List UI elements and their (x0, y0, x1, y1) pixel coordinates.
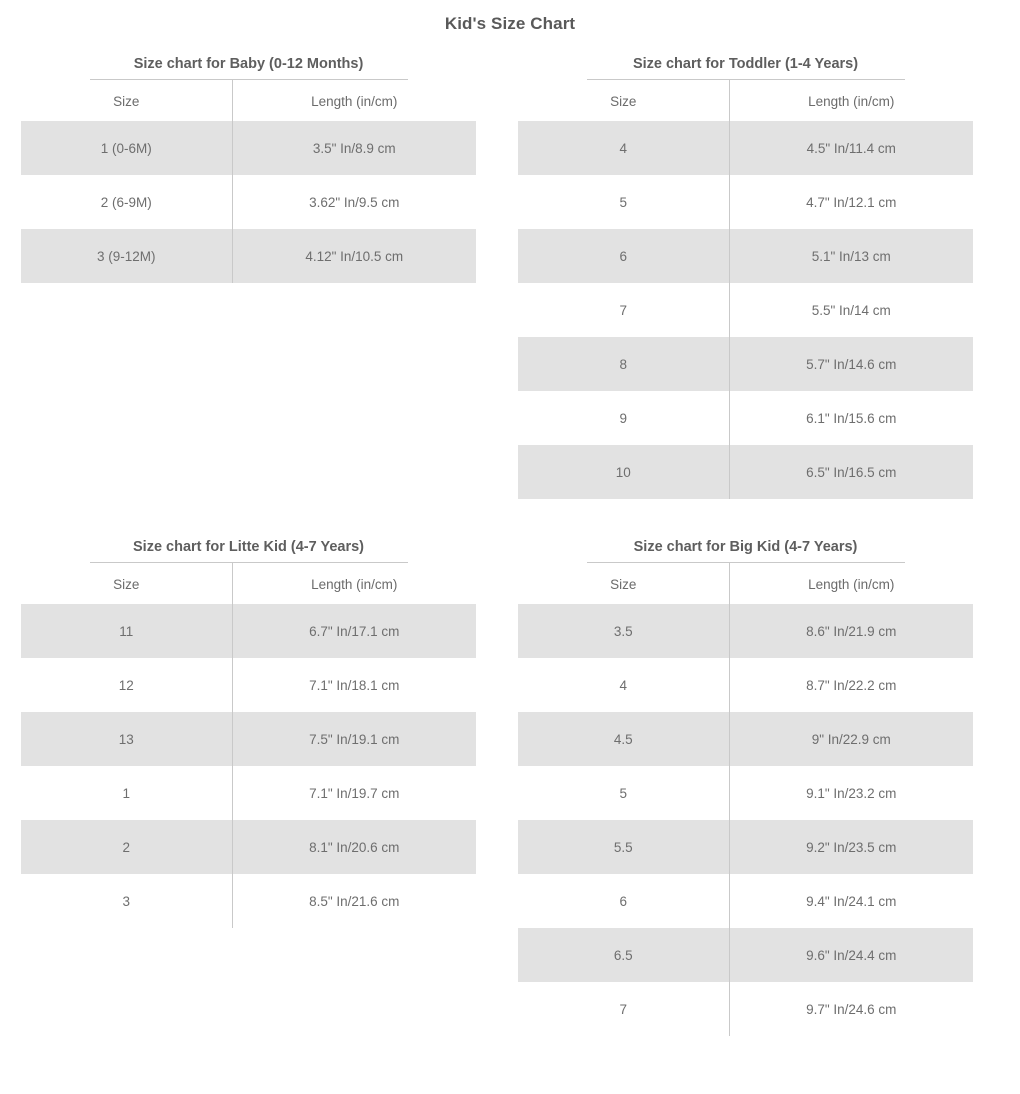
table-header-row (518, 80, 973, 121)
cell-size: 5.5 (518, 820, 729, 874)
page-title: Kid's Size Chart (444, 14, 576, 33)
cell-size: 4 (518, 658, 729, 712)
table-row (518, 982, 973, 1036)
column-header-length: Length (in/cm) (232, 80, 476, 121)
size-table (21, 80, 476, 283)
cell-length: 5.1" In/13 cm (729, 229, 973, 283)
cell-length: 3.5" In/8.9 cm (232, 121, 476, 175)
cell-size: 1 (0-6M) (21, 121, 232, 175)
cell-size: 6 (518, 874, 729, 928)
table-row (21, 874, 476, 928)
column-header-length: Length (in/cm) (232, 563, 476, 604)
cell-size: 4 (518, 121, 729, 175)
table-row (518, 874, 973, 928)
cell-size: 12 (21, 658, 232, 712)
table-row (518, 175, 973, 229)
size-chart-toddler (497, 56, 994, 499)
table-row (518, 604, 973, 658)
cell-size: 8 (518, 337, 729, 391)
size-table (518, 80, 973, 499)
table-row (518, 928, 973, 982)
cell-size: 6.5 (518, 928, 729, 982)
cell-length: 7.1" In/18.1 cm (232, 658, 476, 712)
cell-length: 9.4" In/24.1 cm (729, 874, 973, 928)
table-row (518, 121, 973, 175)
cell-size: 10 (518, 445, 729, 499)
table-row (518, 766, 973, 820)
cell-size: 3 (9-12M) (21, 229, 232, 283)
table-title: Size chart for Big Kid (4-7 Years) (587, 539, 905, 563)
cell-size: 7 (518, 283, 729, 337)
cell-length: 9.1" In/23.2 cm (729, 766, 973, 820)
cell-length: 8.1" In/20.6 cm (232, 820, 476, 874)
cell-length: 4.12" In/10.5 cm (232, 229, 476, 283)
column-header-size: Size (21, 80, 232, 121)
table-header-row (518, 563, 973, 604)
table-row (21, 229, 476, 283)
cell-size: 5 (518, 175, 729, 229)
table-row (21, 820, 476, 874)
table-row (518, 445, 973, 499)
cell-length: 4.5" In/11.4 cm (729, 121, 973, 175)
cell-size: 2 (21, 820, 232, 874)
table-row (518, 712, 973, 766)
cell-length: 8.7" In/22.2 cm (729, 658, 973, 712)
size-table (21, 563, 476, 928)
cell-length: 8.5" In/21.6 cm (232, 874, 476, 928)
cell-length: 5.7" In/14.6 cm (729, 337, 973, 391)
table-header-row (21, 80, 476, 121)
cell-length: 9.6" In/24.4 cm (729, 928, 973, 982)
table-header-row (21, 563, 476, 604)
cell-length: 6.7" In/17.1 cm (232, 604, 476, 658)
table-title: Size chart for Baby (0-12 Months) (90, 56, 408, 80)
cell-length: 7.5" In/19.1 cm (232, 712, 476, 766)
cell-size: 3 (21, 874, 232, 928)
cell-size: 4.5 (518, 712, 729, 766)
column-header-length: Length (in/cm) (729, 563, 973, 604)
table-row (21, 658, 476, 712)
cell-size: 3.5 (518, 604, 729, 658)
column-header-size: Size (21, 563, 232, 604)
cell-size: 5 (518, 766, 729, 820)
table-row (21, 604, 476, 658)
cell-size: 11 (21, 604, 232, 658)
cell-size: 6 (518, 229, 729, 283)
cell-length: 5.5" In/14 cm (729, 283, 973, 337)
cell-size: 1 (21, 766, 232, 820)
cell-length: 9.2" In/23.5 cm (729, 820, 973, 874)
table-title: Size chart for Toddler (1-4 Years) (587, 56, 905, 80)
size-chart-baby (0, 56, 497, 499)
size-chart-grid (0, 56, 1020, 1036)
size-chart-big-kid (497, 539, 994, 1036)
cell-length: 4.7" In/12.1 cm (729, 175, 973, 229)
cell-size: 13 (21, 712, 232, 766)
table-row (21, 121, 476, 175)
cell-length: 9.7" In/24.6 cm (729, 982, 973, 1036)
table-row (518, 658, 973, 712)
column-header-size: Size (518, 563, 729, 604)
column-header-size: Size (518, 80, 729, 121)
cell-size: 7 (518, 982, 729, 1036)
cell-length: 6.5" In/16.5 cm (729, 445, 973, 499)
table-row (518, 820, 973, 874)
cell-length: 3.62" In/9.5 cm (232, 175, 476, 229)
table-row (518, 391, 973, 445)
cell-size: 2 (6-9M) (21, 175, 232, 229)
size-table (518, 563, 973, 1036)
table-row (518, 337, 973, 391)
table-title: Size chart for Litte Kid (4-7 Years) (90, 539, 408, 563)
table-row (21, 712, 476, 766)
table-row (21, 175, 476, 229)
cell-length: 8.6" In/21.9 cm (729, 604, 973, 658)
column-header-length: Length (in/cm) (729, 80, 973, 121)
table-row (518, 283, 973, 337)
cell-length: 7.1" In/19.7 cm (232, 766, 476, 820)
table-row (21, 766, 476, 820)
cell-length: 9" In/22.9 cm (729, 712, 973, 766)
size-chart-little-kid (0, 539, 497, 1036)
cell-size: 9 (518, 391, 729, 445)
cell-length: 6.1" In/15.6 cm (729, 391, 973, 445)
table-row (518, 229, 973, 283)
